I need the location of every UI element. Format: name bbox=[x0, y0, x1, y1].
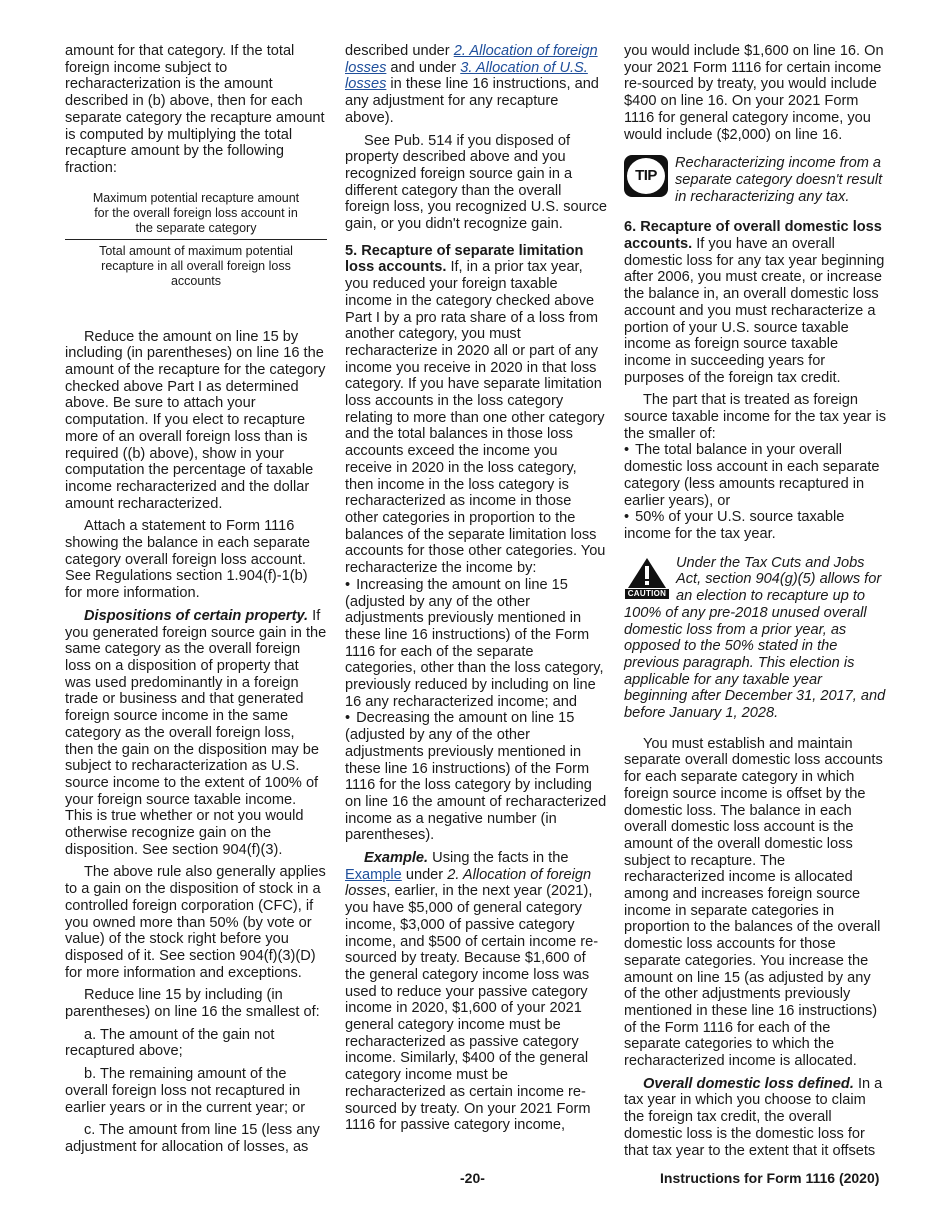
link-allocation-us-losses[interactable]: 3. Allocation of U.S. losses bbox=[345, 59, 588, 93]
caution-note bbox=[624, 555, 886, 722]
column-right bbox=[624, 43, 886, 1165]
paragraph: The part that is treated as foreign source taxable income for the tax year is the smaller of: bbox=[624, 392, 887, 442]
paragraph: Attach a statement to Form 1116 showing the balance in each separate category overall foreign loss account. See Regulations section 1.904(f)-1(b) for more information. bbox=[65, 518, 311, 602]
dispositions-heading: Dispositions of certain property. bbox=[84, 607, 309, 624]
overall-domestic-loss-paragraph bbox=[624, 1076, 886, 1160]
overall-domestic-loss-text: In a tax year in which you choose to claim the foreign tax credit, the overall domestic loss is the domestic loss for that tax year to the extent that it offsets bbox=[624, 1075, 883, 1159]
overall-domestic-loss-heading: Overall domestic loss defined. bbox=[643, 1075, 854, 1092]
tip-note bbox=[624, 155, 886, 205]
fraction-numerator: Maximum potential recapture amount for the overall foreign loss account in the separate category bbox=[92, 190, 300, 235]
column-left bbox=[65, 43, 327, 1162]
section-6-paragraph bbox=[624, 219, 886, 386]
column-middle bbox=[345, 43, 607, 1140]
list-item-b: b. The remaining amount of the overall foreign loss not recaptured in earlier years or in the current year; or bbox=[65, 1066, 306, 1116]
section-5-heading: 5. Recapture of separate limitation loss accounts. bbox=[345, 242, 584, 276]
list-item-a: a. The amount of the gain not recaptured above; bbox=[65, 1026, 275, 1060]
fraction-denominator: Total amount of maximum potential recapture in all overall foreign loss accounts bbox=[99, 243, 293, 288]
dispositions-paragraph bbox=[65, 608, 327, 859]
text-run: in these line 16 instructions, and any adjustment for any recapture above). bbox=[345, 76, 599, 126]
section-5-text: If, in a prior tax year, you reduced your foreign taxable income in the category checked above Part I by a pro rata share of a loss from another category, you must recharacterize in 2020 all or part of any income you receive in 2020 in that loss category. If you have separate limitation loss accounts in the loss category relating to more than one other category and the total balances in those loss accounts exceed the income you receive in 2020 in the loss category, then income in the loss category is recharacterized as income in those other categories in proportion to the balances of the separate limitation loss accounts for those other categories. You recharacterize the income by: bbox=[345, 259, 606, 577]
text-run: under bbox=[401, 866, 448, 883]
bullet-item: • The total balance in your overall domestic loss account in each separate category (less amounts recaptured in earlier years), or bbox=[624, 442, 886, 509]
tip-text: Recharacterizing income from a separate category doesn't result in recharacterizing any tax. bbox=[675, 155, 883, 205]
caution-icon bbox=[624, 557, 670, 601]
paragraph: Reduce the amount on line 15 by including (in parentheses) on line 16 the amount of the recapture for the category checked above Part I as determined above. Be sure to attach your computation. If you elect to recapture more of an overall foreign loss than is required ((b) above), show in your computation the percentage of taxable income recharacterized and the dollar amount recharacterized. bbox=[65, 328, 326, 512]
text-run: described under bbox=[345, 43, 454, 59]
paragraph bbox=[345, 43, 607, 127]
paragraph: The above rule also generally applies to a gain on the disposition of stock in a controlled foreign corporation (CFC), if you owned more than 50% (by vote or value) of the stock right before you disposed of it. See section 904(f)(3)(D) for more information and exceptions. bbox=[65, 864, 326, 981]
caution-text: Under the Tax Cuts and Jobs Act, section 904(g)(5) allows for an election to recapture up to 100% of any pre-2018 unused overall domestic loss from a prior year, as opposed to the 50% stated in the previous paragraph. This election is applicable for any taxable year beginning after December 31, 2017, and before January 1, 2028. bbox=[624, 554, 886, 722]
dispositions-text: If you generated foreign source gain in the same category as the overall foreign loss on a disposition of property that was used predominantly in a foreign trade or business and that generated foreign source income in the same category as the overall foreign loss, then the gain on the disposition may be subject to recharacterization as U.S. source income to the extent of 100% of your foreign source taxable income. This is true whether or not you would otherwise recognize gain on the disposition. See section 904(f)(3). bbox=[65, 607, 327, 858]
example-heading: Example. bbox=[364, 850, 429, 867]
text-run: , earlier, in the next year (2021), you have $5,000 of general category income, $3,000 of passive category income, and $500 of certain income re-sourced by treaty. Because $1,600 of the general category income loss was used to reduce your passive category income in 2020, $1,600 of your 2021 general category income must be recharacterized as passive category income. Similarly, $400 of the general category income must be recharacterized as certain income re-sourced by treaty. On your 2021 Form 1116 for passive category income, bbox=[345, 883, 599, 1134]
section-5-paragraph bbox=[345, 243, 607, 577]
bullet-item: • Increasing the amount on line 15 (adjusted by any of the other adjustments previously mentioned in these line 16 instructions) of the Form 1116 for each of the separate categories, other than the loss category, previously reduced by including on line 16 any recharacterized income; and bbox=[345, 577, 607, 711]
footer-title: Instructions for Form 1116 (2020) bbox=[660, 1170, 880, 1186]
paragraph: you would include $1,600 on line 16. On your 2021 Form 1116 for certain income re-sourced by treaty, you would include $400 on line 16. On your 2021 Form 1116 for general category income, you would include ($2,000) on line 16. bbox=[624, 43, 884, 143]
caution-label: CAUTION bbox=[625, 589, 669, 599]
text-run: and under bbox=[386, 59, 461, 76]
recapture-fraction bbox=[65, 191, 327, 289]
list-item-c: c. The amount from line 15 (less any adjustment for allocation of losses, as bbox=[65, 1122, 320, 1155]
text-run: Using the facts in the bbox=[432, 850, 569, 867]
bullet-item: • Decreasing the amount on line 15 (adjusted by any of the other adjustments previously mentioned in these line 16 instructions) of the Form 1116 for the loss category by including on line 16 the amount of recharacterized income as a negative number (in parentheses). bbox=[345, 710, 607, 844]
paragraph: See Pub. 514 if you disposed of property described above and you recognized foreign source gain in a different category than the overall foreign loss, you recognized U.S. source gain, or you didn't recognize gain. bbox=[345, 132, 608, 233]
link-allocation-foreign-losses[interactable]: 2. Allocation of foreign losses bbox=[345, 43, 598, 76]
section-6-heading: 6. Recapture of overall domestic loss accounts. bbox=[624, 219, 882, 253]
italic-reference: 2. Allocation of foreign losses bbox=[345, 866, 592, 900]
page-number: -20- bbox=[460, 1170, 485, 1186]
section-6-text: If you have an overall domestic loss for any tax year beginning after 2006, you must create, or increase the balance in, an overall domestic loss account and you must recharacterize a portion of your U.S. source taxable income as foreign source taxable income in succeeding years for purposes of the foreign tax credit. bbox=[624, 236, 885, 386]
paragraph: Reduce line 15 by including (in parentheses) on line 16 the smallest of: bbox=[65, 987, 320, 1021]
bullet-item: • 50% of your U.S. source taxable income for the tax year. bbox=[624, 509, 886, 542]
link-example[interactable]: Example bbox=[345, 866, 402, 883]
paragraph: You must establish and maintain separate overall domestic loss accounts for each separate category in which foreign source income is offset by the domestic loss. The balance in each overall domestic loss account is the amount of the overall domestic loss subject to recapture. The recharacterized income is allocated among and increases foreign source income in separate categories in proportion to the balances of the overall domestic loss accounts for those separate categories. You increase the amount on line 15 (as adjusted by any of the other adjustments previously mentioned in these line 16 instructions) of the Form 1116 for each of the separate categories to which the recharacterized income is allocated. bbox=[624, 735, 883, 1070]
example-paragraph bbox=[345, 850, 607, 1134]
tip-label: TIP bbox=[627, 158, 665, 194]
paragraph: amount for that category. If the total foreign income subject to recharacterization is the amount described in (b) above, then for each separate category the recapture amount is computed by multiplying the total recapture amount by the following fraction: bbox=[65, 43, 325, 176]
fraction-bar bbox=[65, 239, 327, 240]
warning-triangle-icon bbox=[627, 557, 667, 589]
tip-icon bbox=[624, 155, 668, 197]
